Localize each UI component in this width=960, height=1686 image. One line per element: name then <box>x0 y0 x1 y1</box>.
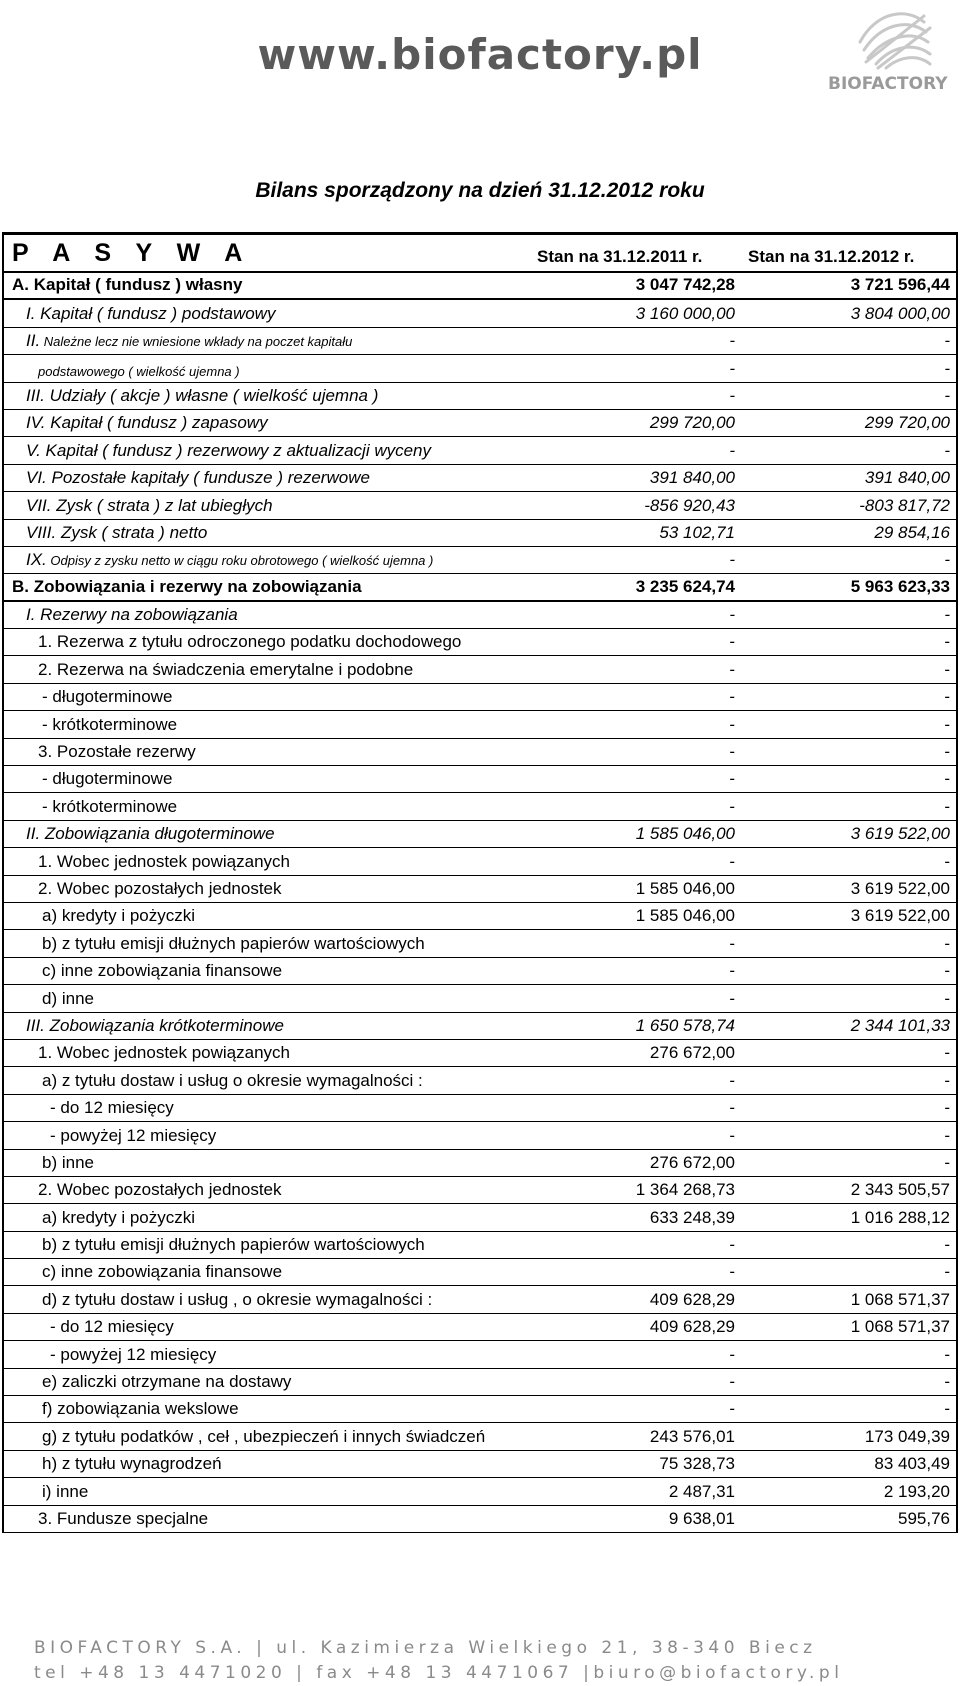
row-label: 3. Pozostałe rezerwy <box>38 742 196 762</box>
value-2012: - <box>944 1344 950 1364</box>
row-label: 2. Wobec pozostałych jednostek <box>38 1180 282 1200</box>
table-row <box>4 1067 956 1094</box>
table-row <box>4 1341 956 1368</box>
value-2011: - <box>729 1098 735 1118</box>
row-label: 1. Wobec jednostek powiązanych <box>38 851 291 871</box>
row-label: III. Zobowiązania krótkoterminowe <box>26 1015 284 1035</box>
value-2011: -856 920,43 <box>644 495 735 515</box>
table-row <box>4 602 956 629</box>
value-2012: - <box>944 961 950 981</box>
value-2011: - <box>729 714 735 734</box>
value-2011: - <box>729 659 735 679</box>
table-row <box>4 1204 956 1231</box>
value-2011: 276 672,00 <box>649 1043 735 1063</box>
row-label <box>4 550 527 573</box>
row-label: i) inne <box>42 1481 89 1501</box>
table-row <box>4 437 956 464</box>
table-row <box>4 300 956 327</box>
row-label: - powyżej 12 miesięcy <box>50 1344 217 1364</box>
column-header-2012: Stan na 31.12.2012 r. <box>748 247 915 266</box>
row-label: b) z tytułu emisji dłużnych papierów wartościowych <box>42 1235 425 1255</box>
value-2011: - <box>729 331 735 351</box>
value-2011: 3 160 000,00 <box>635 303 735 323</box>
value-2012: - <box>944 1152 950 1172</box>
value-2011: - <box>729 1372 735 1392</box>
value-2011: - <box>729 851 735 871</box>
table-row <box>4 1177 956 1204</box>
row-label: d) z tytułu dostaw i usług , o okresie wymagalności : <box>42 1289 433 1309</box>
row-label <box>4 331 527 354</box>
row-label: V. Kapitał ( fundusz ) rezerwowy z aktualizacji wyceny <box>26 440 432 460</box>
value-2012: - <box>944 1098 950 1118</box>
table-row <box>4 1451 956 1478</box>
row-label: - do 12 miesięcy <box>50 1317 174 1337</box>
value-2011: 1 650 578,74 <box>635 1015 735 1035</box>
row-label: VII. Zysk ( strata ) z lat ubiegłych <box>26 495 273 515</box>
value-2011: - <box>729 933 735 953</box>
row-label: - powyżej 12 miesięcy <box>50 1125 217 1145</box>
row-label: e) zaliczki otrzymane na dostawy <box>42 1372 292 1392</box>
value-2012: - <box>944 851 950 871</box>
value-2012: - <box>944 988 950 1008</box>
value-2011: 391 840,00 <box>649 468 735 488</box>
logo-text: BIOFACTORY <box>828 74 948 94</box>
value-2012: - <box>944 632 950 652</box>
value-2011: - <box>729 1344 735 1364</box>
value-2011: 53 102,71 <box>659 522 735 542</box>
table-row <box>4 985 956 1012</box>
value-2012: - <box>944 605 950 625</box>
value-2011: - <box>729 796 735 816</box>
value-2012: - <box>944 1043 950 1063</box>
value-2012: - <box>944 796 950 816</box>
value-2012: 1 016 288,12 <box>850 1207 950 1227</box>
value-2012: - <box>944 714 950 734</box>
value-2012: - <box>944 1372 950 1392</box>
value-2012: 3 804 000,00 <box>850 303 950 323</box>
value-2012: 299 720,00 <box>864 413 950 433</box>
table-row <box>4 629 956 656</box>
table-header-label: P A S Y W A <box>12 239 252 267</box>
value-2012: - <box>944 1262 950 1282</box>
table-row <box>4 492 956 519</box>
value-2011: 276 672,00 <box>649 1152 735 1172</box>
value-2011: 3 047 742,28 <box>635 275 735 295</box>
row-label: 1. Rezerwa z tytułu odroczonego podatku dochodowego <box>38 632 462 652</box>
value-2012: 3 619 522,00 <box>850 878 950 898</box>
table-row <box>4 711 956 738</box>
table-row <box>4 520 956 547</box>
value-2011: 75 328,73 <box>659 1454 735 1474</box>
row-label: VIII. Zysk ( strata ) netto <box>26 522 208 542</box>
value-2012: - <box>944 1125 950 1145</box>
row-number: IX. <box>26 550 47 570</box>
value-2011: 299 720,00 <box>649 413 735 433</box>
table-row <box>4 383 956 410</box>
balance-sheet-table <box>2 232 958 1533</box>
row-label: a) kredyty i pożyczki <box>42 1207 196 1227</box>
table-body <box>4 273 956 1533</box>
table-row <box>4 273 956 300</box>
table-row <box>4 958 956 985</box>
value-2011: 3 235 624,74 <box>635 576 735 596</box>
value-2012: 2 343 505,57 <box>850 1180 950 1200</box>
value-2011: 1 364 268,73 <box>635 1180 735 1200</box>
row-label: b) z tytułu emisji dłużnych papierów wartościowych <box>42 933 425 953</box>
table-row <box>4 355 956 382</box>
value-2012: 3 619 522,00 <box>850 906 950 926</box>
table-row <box>4 684 956 711</box>
row-label: IV. Kapitał ( fundusz ) zapasowy <box>26 413 268 433</box>
value-2012: -803 817,72 <box>859 495 950 515</box>
value-2012: - <box>944 385 950 405</box>
row-label: B. Zobowiązania i rezerwy na zobowiązania <box>12 576 362 596</box>
value-2011: - <box>729 550 735 570</box>
value-2012: - <box>944 440 950 460</box>
row-label: - krótkoterminowe <box>42 796 178 816</box>
row-text: Należne lecz nie wniesione wkłady na poczet kapitału <box>40 334 353 350</box>
row-label: 2. Wobec pozostałych jednostek <box>38 878 282 898</box>
row-label: h) z tytułu wynagrodzeń <box>42 1454 222 1474</box>
row-label: - do 12 miesięcy <box>50 1098 174 1118</box>
value-2011: 1 585 046,00 <box>635 878 735 898</box>
row-label: f) zobowiązania wekslowe <box>42 1399 239 1419</box>
table-row <box>4 1040 956 1067</box>
table-row <box>4 547 956 574</box>
row-label: 1. Wobec jednostek powiązanych <box>38 1043 291 1063</box>
value-2011: 1 585 046,00 <box>635 824 735 844</box>
row-label: II. Zobowiązania długoterminowe <box>26 824 275 844</box>
value-2011: - <box>729 1399 735 1419</box>
value-2012: 391 840,00 <box>864 468 950 488</box>
value-2011: - <box>729 1125 735 1145</box>
value-2011: 9 638,01 <box>668 1508 735 1528</box>
value-2011: 1 585 046,00 <box>635 906 735 926</box>
table-row <box>4 930 956 957</box>
table-row <box>4 656 956 683</box>
table-row <box>4 1013 956 1040</box>
value-2012: - <box>944 358 950 378</box>
row-label: g) z tytułu podatków , ceł , ubezpieczeń i innych świadczeń <box>42 1426 486 1446</box>
row-number: II. <box>26 331 41 351</box>
row-label: - długoterminowe <box>42 687 173 707</box>
value-2012: 83 403,49 <box>874 1454 950 1474</box>
table-row <box>4 1095 956 1122</box>
value-2011: 409 628,29 <box>649 1317 735 1337</box>
table-row <box>4 1478 956 1505</box>
value-2011: 2 487,31 <box>668 1481 735 1501</box>
row-label: a) z tytułu dostaw i usług o okresie wymagalności : <box>42 1070 423 1090</box>
row-text: Odpisy z zysku netto w ciągu roku obrotowego ( wielkość ujemna ) <box>46 553 434 569</box>
value-2012: 3 721 596,44 <box>850 275 950 295</box>
value-2012: 5 963 623,33 <box>850 576 950 596</box>
value-2012: 1 068 571,37 <box>850 1289 950 1309</box>
value-2011: - <box>729 1262 735 1282</box>
table-row <box>4 1314 956 1341</box>
row-label: c) inne zobowiązania finansowe <box>42 1262 283 1282</box>
table-header <box>4 235 956 273</box>
row-label: I. Rezerwy na zobowiązania <box>26 605 238 625</box>
value-2011: 243 576,01 <box>649 1426 735 1446</box>
row-label: b) inne <box>42 1152 94 1172</box>
row-label: III. Udziały ( akcje ) własne ( wielkość ujemna ) <box>26 385 379 405</box>
row-label: - długoterminowe <box>42 769 173 789</box>
row-label: 3. Fundusze specjalne <box>38 1508 209 1528</box>
value-2012: - <box>944 331 950 351</box>
value-2011: - <box>729 358 735 378</box>
value-2012: - <box>944 769 950 789</box>
value-2012: 2 344 101,33 <box>850 1015 950 1035</box>
table-row <box>4 465 956 492</box>
table-row <box>4 848 956 875</box>
row-label: A. Kapitał ( fundusz ) własny <box>12 275 243 295</box>
value-2012: 3 619 522,00 <box>850 824 950 844</box>
value-2012: - <box>944 933 950 953</box>
value-2011: - <box>729 687 735 707</box>
table-row <box>4 793 956 820</box>
site-url: www.biofactory.pl <box>257 30 703 79</box>
table-row <box>4 1150 956 1177</box>
value-2012: 1 068 571,37 <box>850 1317 950 1337</box>
value-2012: - <box>944 1070 950 1090</box>
value-2012: - <box>944 742 950 762</box>
value-2011: - <box>729 769 735 789</box>
value-2011: - <box>729 632 735 652</box>
row-label: 2. Rezerwa na świadczenia emerytalne i podobne <box>38 659 414 679</box>
row-label: a) kredyty i pożyczki <box>42 906 196 926</box>
value-2012: - <box>944 550 950 570</box>
value-2011: - <box>729 385 735 405</box>
value-2011: - <box>729 988 735 1008</box>
column-header-2011: Stan na 31.12.2011 r. <box>537 247 703 266</box>
table-row <box>4 903 956 930</box>
value-2011: - <box>729 440 735 460</box>
table-row <box>4 1423 956 1450</box>
value-2011: - <box>729 605 735 625</box>
table-row <box>4 766 956 793</box>
table-row <box>4 1232 956 1259</box>
value-2012: - <box>944 687 950 707</box>
table-row <box>4 876 956 903</box>
table-row <box>4 1369 956 1396</box>
footer-address: BIOFACTORY S.A. | ul. Kazimierza Wielkiego 21, 38-340 Biecz <box>34 1638 817 1658</box>
footer-contact: tel +48 13 4471020 | fax +48 13 4471067 |biuro@biofactory.pl <box>34 1663 844 1683</box>
table-row <box>4 574 956 601</box>
value-2012: - <box>944 1235 950 1255</box>
table-row <box>4 328 956 355</box>
row-label: VI. Pozostałe kapitały ( fundusze ) rezerwowe <box>26 468 370 488</box>
table-row <box>4 410 956 437</box>
value-2012: - <box>944 1399 950 1419</box>
value-2011: 409 628,29 <box>649 1289 735 1309</box>
row-label: c) inne zobowiązania finansowe <box>42 961 283 981</box>
value-2011: - <box>729 961 735 981</box>
document-title: Bilans sporządzony na dzień 31.12.2012 roku <box>255 179 705 202</box>
value-2012: 2 193,20 <box>883 1481 950 1501</box>
value-2012: 29 854,16 <box>874 522 950 542</box>
table-row <box>4 1286 956 1313</box>
value-2012: 173 049,39 <box>864 1426 950 1446</box>
table-row <box>4 1122 956 1149</box>
value-2012: - <box>944 659 950 679</box>
table-row <box>4 739 956 766</box>
table-row <box>4 1506 956 1533</box>
value-2011: - <box>729 1235 735 1255</box>
table-row <box>4 1396 956 1423</box>
row-label: podstawowego ( wielkość ujemna ) <box>38 363 240 379</box>
row-label: - krótkoterminowe <box>42 714 178 734</box>
value-2011: 633 248,39 <box>649 1207 735 1227</box>
row-label: d) inne <box>42 988 94 1008</box>
value-2011: - <box>729 1070 735 1090</box>
row-label: I. Kapitał ( fundusz ) podstawowy <box>26 303 276 323</box>
table-row <box>4 1259 956 1286</box>
value-2011: - <box>729 742 735 762</box>
footer <box>34 1636 934 1686</box>
table-row <box>4 821 956 848</box>
value-2012: 595,76 <box>898 1508 950 1528</box>
